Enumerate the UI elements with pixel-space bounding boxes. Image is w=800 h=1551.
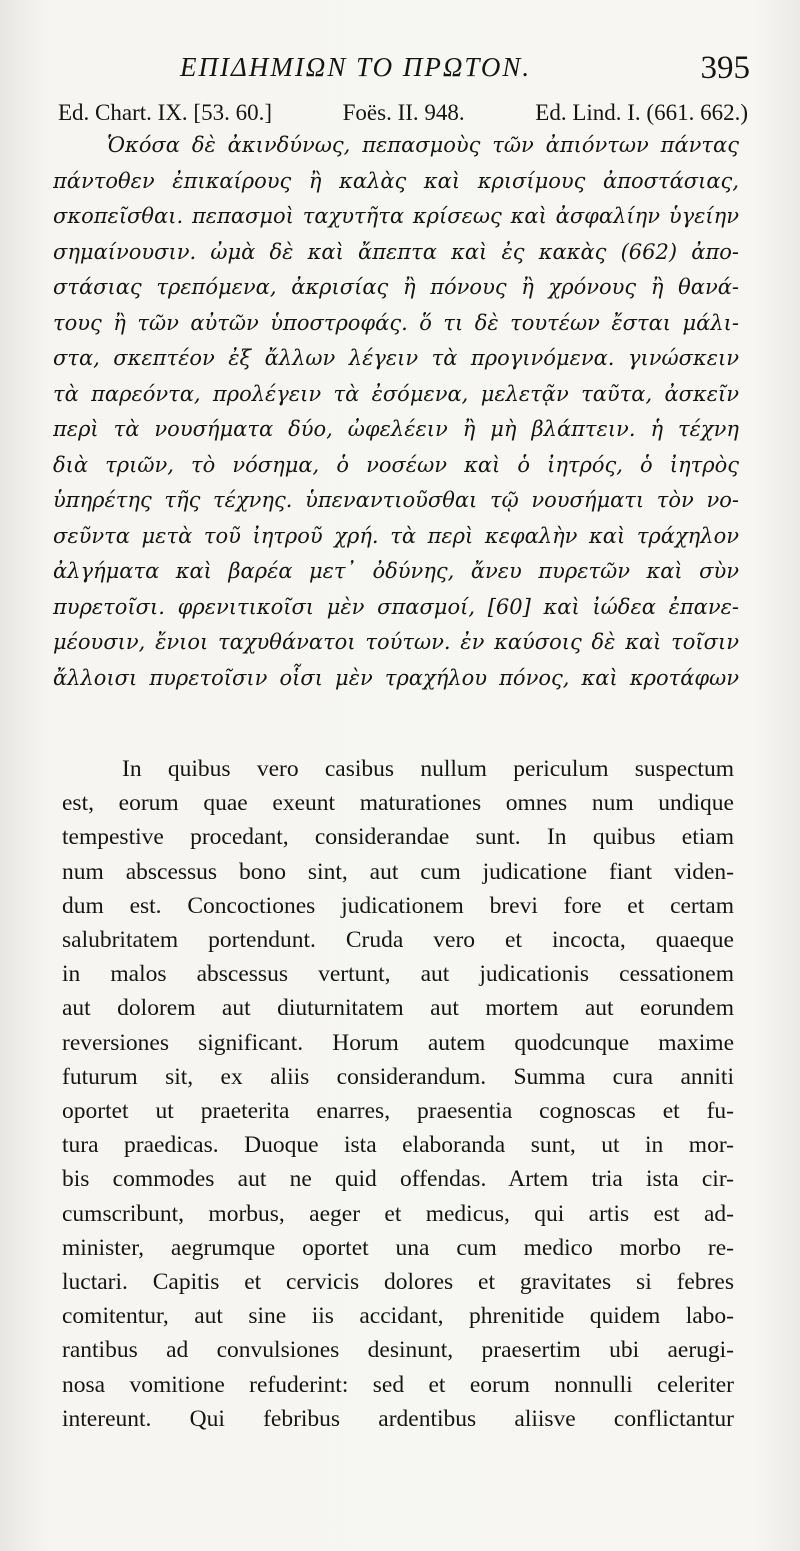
latin-line: est, eorum quae exeunt maturationes omnes num undique <box>62 790 734 817</box>
greek-line: στάσιας τρεπόμενα, ἀκρισίας ἢ πόνους ἢ χρόνους ἢ θανά- <box>53 275 739 299</box>
greek-line: περὶ τὰ νουσήματα δύο, ὠφελέειν ἢ μὴ βλάπτειν. ἡ τέχνη <box>53 417 739 441</box>
latin-line: comitentur, aut sine iis accidant, phrenitide quidem labo- <box>62 1303 734 1330</box>
ed-chart-reference: Ed. Chart. IX. [53. 60.] <box>58 100 272 125</box>
latin-line: cumscribunt, morbus, aeger et medicus, qui artis est ad- <box>62 1200 734 1227</box>
latin-line: aut dolorem aut diuturnitatem aut mortem aut eorundem <box>62 995 734 1022</box>
latin-line: num abscessus bono sint, aut cum judicatione fiant viden- <box>62 858 734 885</box>
page-number: 395 <box>700 50 750 86</box>
latin-line: tura praedicas. Duoque ista elaboranda sunt, ut in mor- <box>62 1132 734 1159</box>
latin-line: salubritatem portendunt. Cruda vero et incocta, quaeque <box>62 927 734 954</box>
latin-line: nosa vomitione refuderint: sed et eorum nonnulli celeriter <box>62 1371 734 1398</box>
greek-line: ὑπηρέτης τῆς τέχνης. ὑπεναντιοῦσθαι τῷ νουσήματι τὸν νο- <box>53 488 739 512</box>
greek-line: στα, σκεπτέον ἐξ ἄλλων λέγειν τὰ προγινόμενα. γινώσκειν <box>53 346 739 370</box>
latin-text-block <box>62 752 734 1436</box>
greek-line: τους ἢ τῶν αὐτῶν ὑποστροφάς. ὅ τι δὲ τουτέων ἔσται μάλι- <box>53 310 739 335</box>
greek-line: τὰ παρεόντα, προλέγειν τὰ ἐσόμενα, μελετᾷν ταῦτα, ἀσκεῖν <box>53 381 739 406</box>
greek-line: ἄλλοισι πυρετοῖσιν οἷσι μὲν τραχήλου πόνος, καὶ κροτάφων <box>53 665 739 690</box>
foes-reference: Foës. II. 948. <box>342 100 465 125</box>
greek-line: πάντοθεν ἐπικαίρους ἢ καλὰς καὶ κρισίμους ἀποστάσιας, <box>53 168 739 193</box>
running-title: ΕΠΙΔΗΜΙΩΝ ΤΟ ΠΡΩΤΟΝ. <box>180 52 532 82</box>
latin-line: futurum sit, ex aliis considerandum. Summa cura anniti <box>62 1063 734 1090</box>
latin-line: bis commodes aut ne quid offendas. Artem tria ista cir- <box>62 1166 734 1193</box>
greek-line: σημαίνουσιν. ὠμὰ δὲ καὶ ἄπεπτα καὶ ἐς κακὰς (662) ἀπο- <box>53 239 739 264</box>
greek-line: διὰ τριῶν, τὸ νόσημα, ὁ νοσέων καὶ ὁ ἰητρός, ὁ ἰητρὸς <box>53 452 739 477</box>
latin-line: dum est. Concoctiones judicationem brevi fore et certam <box>62 892 734 919</box>
edition-references <box>58 100 748 126</box>
latin-line: intereunt. Qui febribus ardentibus aliisve conflictantur <box>62 1405 734 1432</box>
running-head <box>60 52 750 92</box>
latin-line: minister, aegrumque oportet una cum medico morbo re- <box>62 1234 734 1261</box>
latin-line: rantibus ad convulsiones desinunt, praesertim ubi aerugi- <box>62 1337 734 1364</box>
greek-line: σκοπεῖσθαι. πεπασμοὶ ταχυτῆτα κρίσεως καὶ ἀσφαλίην ὑγείην <box>53 204 739 228</box>
greek-line: Ὁκόσα δὲ ἀκινδύνως, πεπασμοὺς τῶν ἀπιόντων πάντας <box>107 133 739 157</box>
latin-line: In quibus vero casibus nullum periculum suspectum <box>122 756 734 782</box>
greek-line: μέουσιν, ἔνιοι ταχυθάνατοι τούτων. ἐν καύσοις δὲ καὶ τοῖσιν <box>53 630 739 654</box>
latin-line: in malos abscessus vertunt, aut judicationis cessationem <box>62 961 734 988</box>
greek-line: πυρετοῖσι. φρενιτικοῖσι μὲν σπασμοί, [60] καὶ ἰώδεα ἐπανε- <box>53 594 739 619</box>
greek-line: σεῦντα μετὰ τοῦ ἰητροῦ χρή. τὰ περὶ κεφαλὴν καὶ τράχηλον <box>53 523 739 548</box>
latin-line: oportet ut praeterita enarres, praesentia cognoscas et fu- <box>62 1098 734 1125</box>
greek-text-block <box>53 128 739 696</box>
greek-line: ἀλγήματα καὶ βαρέα μετ᾽ ὀδύνης, ἄνευ πυρετῶν καὶ σὺν <box>53 559 739 583</box>
latin-line: luctari. Capitis et cervicis dolores et gravitates si febres <box>62 1269 734 1296</box>
latin-line: reversiones significant. Horum autem quodcunque maxime <box>62 1029 734 1056</box>
ed-lind-reference: Ed. Lind. I. (661. 662.) <box>535 100 748 125</box>
latin-line: tempestive procedant, considerandae sunt. In quibus etiam <box>62 824 734 851</box>
